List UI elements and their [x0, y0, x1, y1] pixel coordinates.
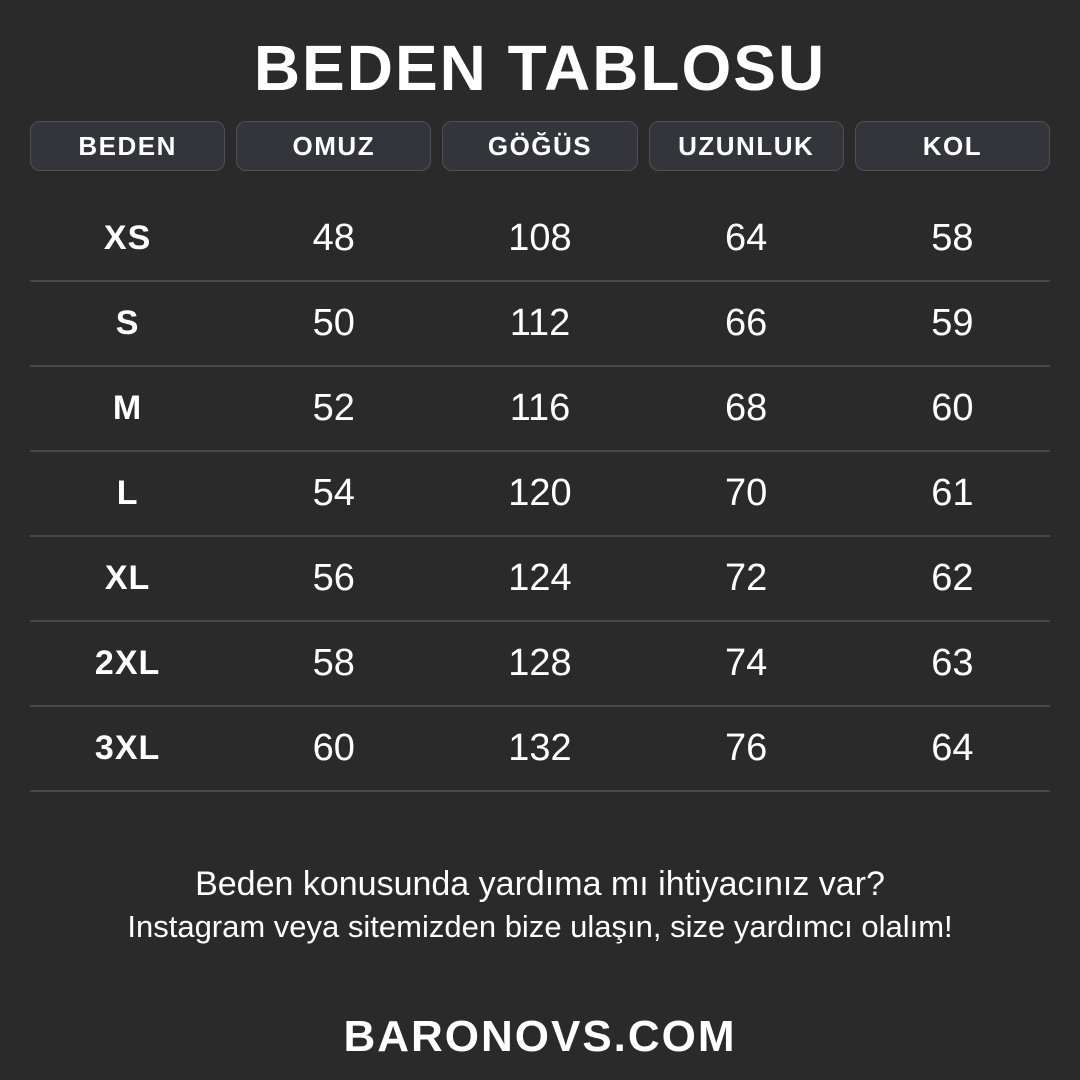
gogus-value: 112 [509, 302, 571, 344]
size-label: XL [104, 559, 151, 597]
size-label: 2XL [94, 644, 161, 682]
gogus-value: 116 [509, 387, 571, 429]
gogus-value: 120 [508, 472, 572, 514]
gogus-value: 128 [508, 642, 572, 684]
column-header-uzunluk: UZUNLUK [649, 121, 844, 171]
brand-website: BARONOVS.COM [343, 1012, 737, 1061]
kol-value: 63 [931, 642, 974, 684]
size-table [0, 197, 1080, 792]
size-label: M [112, 389, 143, 427]
help-text-line2: Instagram veya sitemizden bize ulaşın, size yardımcı olalım! [127, 909, 953, 944]
help-text-line1: Beden konusunda yardıma mı ihtiyacınız var? [195, 865, 885, 903]
size-label: XS [103, 219, 152, 257]
gogus-value: 124 [508, 557, 572, 599]
footer [0, 862, 1080, 1063]
table-row-2xl [30, 622, 1050, 707]
size-label: S [115, 304, 140, 342]
table-row-m [30, 367, 1050, 452]
page-title: BEDEN TABLOSU [253, 32, 827, 104]
column-header-kol: KOL [855, 121, 1050, 171]
table-row-xs [30, 197, 1050, 282]
column-header-omuz: OMUZ [236, 121, 431, 171]
omuz-value: 54 [312, 472, 355, 514]
omuz-value: 48 [312, 217, 355, 259]
column-header-beden: BEDEN [30, 121, 225, 171]
omuz-value: 50 [312, 302, 355, 344]
omuz-value: 58 [312, 642, 355, 684]
kol-value: 64 [931, 727, 974, 769]
gogus-value: 108 [508, 217, 572, 259]
uzunluk-value: 66 [725, 302, 768, 344]
size-label: 3XL [94, 729, 161, 767]
kol-value: 61 [931, 472, 974, 514]
gogus-value: 132 [508, 727, 572, 769]
table-header-row [0, 121, 1080, 171]
uzunluk-value: 76 [725, 727, 768, 769]
column-header-gogus: GÖĞÜS [442, 121, 637, 171]
omuz-value: 56 [312, 557, 355, 599]
uzunluk-value: 74 [725, 642, 768, 684]
kol-value: 58 [931, 217, 974, 259]
uzunluk-value: 70 [725, 472, 768, 514]
uzunluk-value: 68 [725, 387, 768, 429]
uzunluk-value: 64 [725, 217, 768, 259]
table-row-l [30, 452, 1050, 537]
size-label: L [116, 474, 139, 512]
kol-value: 60 [931, 387, 974, 429]
omuz-value: 60 [312, 727, 355, 769]
table-row-3xl [30, 707, 1050, 792]
kol-value: 59 [931, 302, 974, 344]
table-row-s [30, 282, 1050, 367]
uzunluk-value: 72 [725, 557, 768, 599]
kol-value: 62 [931, 557, 974, 599]
table-row-xl [30, 537, 1050, 622]
omuz-value: 52 [312, 387, 355, 429]
size-chart-page [0, 30, 1080, 1080]
